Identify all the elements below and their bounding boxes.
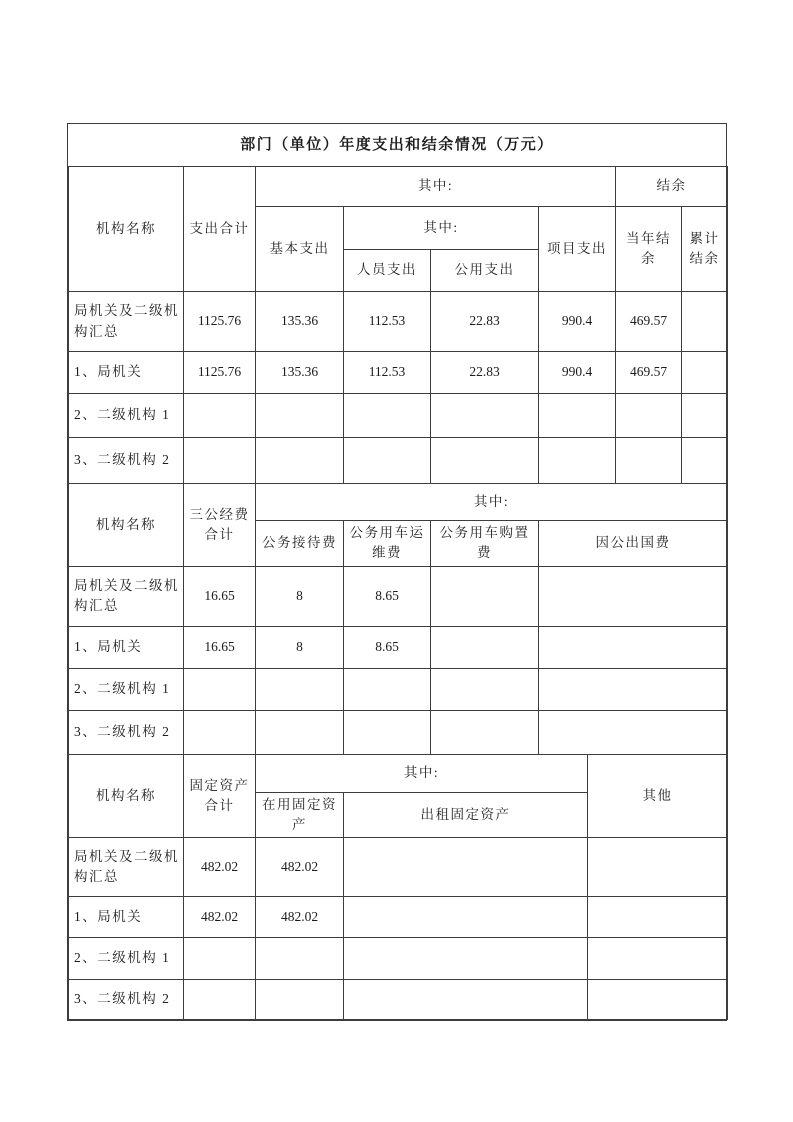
balance-header: 结余	[616, 167, 728, 207]
org-name-cell: 2、二级机构 1	[69, 394, 184, 438]
org-name-cell: 1、局机关	[69, 897, 184, 938]
value-cell	[588, 938, 728, 980]
value-cell	[184, 394, 256, 438]
value-cell	[431, 710, 539, 754]
value-cell	[344, 897, 588, 938]
value-cell: 135.36	[256, 352, 344, 394]
value-cell	[431, 668, 539, 710]
value-cell	[184, 668, 256, 710]
expenditure-section-table	[68, 166, 728, 484]
value-cell: 1125.76	[184, 352, 256, 394]
value-cell	[588, 980, 728, 1020]
among-which-header: 其中:	[256, 484, 728, 521]
value-cell	[616, 394, 682, 438]
table-row	[69, 938, 728, 980]
fixed-assets-total-header: 固定资产合计	[184, 754, 256, 838]
table-title: 部门（单位）年度支出和结余情况（万元）	[240, 137, 554, 153]
org-name-cell: 3、二级机构 2	[69, 438, 184, 484]
value-cell: 469.57	[616, 292, 682, 352]
value-cell: 482.02	[256, 897, 344, 938]
value-cell: 22.83	[431, 292, 539, 352]
cumulative-balance-header: 累计结余	[682, 207, 728, 292]
org-name-cell: 1、局机关	[69, 352, 184, 394]
org-name-header: 机构名称	[69, 484, 184, 567]
value-cell	[539, 394, 616, 438]
table-row	[69, 668, 728, 710]
value-cell	[256, 668, 344, 710]
value-cell: 16.65	[184, 566, 256, 626]
value-cell	[344, 938, 588, 980]
value-cell	[539, 668, 728, 710]
org-name-cell: 局机关及二级机构汇总	[69, 838, 184, 897]
value-cell	[682, 352, 728, 394]
value-cell	[682, 438, 728, 484]
value-cell: 22.83	[431, 352, 539, 394]
value-cell: 16.65	[184, 626, 256, 668]
org-name-cell: 局机关及二级机构汇总	[69, 292, 184, 352]
value-cell	[431, 626, 539, 668]
annual-expenditure-table	[67, 123, 727, 1021]
current-year-balance-header: 当年结余	[616, 207, 682, 292]
value-cell	[431, 566, 539, 626]
table-row	[69, 626, 728, 668]
value-cell	[256, 980, 344, 1020]
value-cell	[344, 394, 431, 438]
value-cell: 469.57	[616, 352, 682, 394]
among-which-header: 其中:	[256, 754, 588, 792]
value-cell: 112.53	[344, 292, 431, 352]
table-row	[69, 897, 728, 938]
table-row	[69, 292, 728, 352]
among-which-sub-header: 其中:	[344, 207, 539, 250]
value-cell	[344, 710, 431, 754]
value-cell: 112.53	[344, 352, 431, 394]
value-cell	[539, 710, 728, 754]
personnel-expenditure-header: 人员支出	[344, 250, 431, 292]
value-cell: 1125.76	[184, 292, 256, 352]
value-cell	[682, 394, 728, 438]
table-row	[69, 352, 728, 394]
value-cell	[588, 838, 728, 897]
table-row	[69, 838, 728, 897]
table-row	[69, 566, 728, 626]
value-cell	[256, 438, 344, 484]
org-name-cell: 2、二级机构 1	[69, 938, 184, 980]
value-cell: 8.65	[344, 626, 431, 668]
table-row	[69, 980, 728, 1020]
value-cell: 482.02	[256, 838, 344, 897]
fixed-assets-section-table	[68, 754, 728, 1021]
value-cell: 8	[256, 566, 344, 626]
value-cell	[184, 980, 256, 1020]
value-cell	[616, 438, 682, 484]
value-cell: 990.4	[539, 292, 616, 352]
org-name-header: 机构名称	[69, 167, 184, 292]
value-cell	[184, 710, 256, 754]
expenditure-total-header: 支出合计	[184, 167, 256, 292]
value-cell	[344, 838, 588, 897]
table-row	[69, 438, 728, 484]
value-cell	[431, 394, 539, 438]
value-cell: 8	[256, 626, 344, 668]
value-cell	[588, 897, 728, 938]
value-cell	[344, 668, 431, 710]
value-cell: 482.02	[184, 897, 256, 938]
value-cell	[431, 438, 539, 484]
value-cell	[256, 938, 344, 980]
value-cell	[256, 394, 344, 438]
value-cell: 135.36	[256, 292, 344, 352]
official-reception-header: 公务接待费	[256, 521, 344, 567]
project-expenditure-header: 项目支出	[539, 207, 616, 292]
table-row	[69, 710, 728, 754]
three-funds-total-header: 三公经费合计	[184, 484, 256, 567]
vehicle-operation-header: 公务用车运维费	[344, 521, 431, 567]
among-which-header: 其中:	[256, 167, 616, 207]
basic-expenditure-header: 基本支出	[256, 207, 344, 292]
three-public-funds-section-table	[68, 483, 728, 755]
value-cell	[256, 710, 344, 754]
table-row	[69, 394, 728, 438]
org-name-cell: 局机关及二级机构汇总	[69, 566, 184, 626]
rented-fixed-assets-header: 出租固定资产	[344, 792, 588, 838]
value-cell	[344, 980, 588, 1020]
in-use-fixed-assets-header: 在用固定资产	[256, 792, 344, 838]
public-expenditure-header: 公用支出	[431, 250, 539, 292]
other-header: 其他	[588, 754, 728, 838]
vehicle-purchase-header: 公务用车购置费	[431, 521, 539, 567]
org-name-cell: 2、二级机构 1	[69, 668, 184, 710]
value-cell	[184, 938, 256, 980]
value-cell: 482.02	[184, 838, 256, 897]
value-cell	[539, 566, 728, 626]
overseas-trips-header: 因公出国费	[539, 521, 728, 567]
value-cell	[539, 626, 728, 668]
value-cell	[184, 438, 256, 484]
value-cell: 990.4	[539, 352, 616, 394]
org-name-cell: 1、局机关	[69, 626, 184, 668]
value-cell	[344, 438, 431, 484]
value-cell	[539, 438, 616, 484]
org-name-header: 机构名称	[69, 754, 184, 838]
org-name-cell: 3、二级机构 2	[69, 980, 184, 1020]
org-name-cell: 3、二级机构 2	[69, 710, 184, 754]
value-cell	[682, 292, 728, 352]
value-cell: 8.65	[344, 566, 431, 626]
